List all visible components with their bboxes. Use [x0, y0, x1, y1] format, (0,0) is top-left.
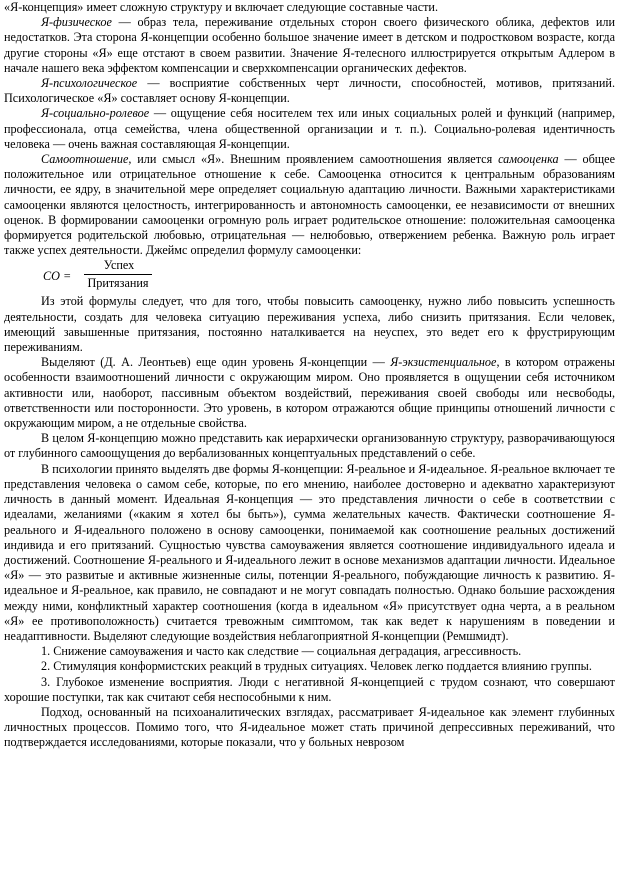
- paragraph-text: — общее положительное или отрицательное отношение к себе. Самооценка относится к центральным образованиям личности, ее ядру, в значительной мере определяет социальную адаптацию личности. Важными характеристиками самооценки являются целостность, интегрированность и автономность самооценки, ее независимости от внешних оценок. В формировании самооценки огромную роль играет родительское отношение: положительная самооценка формируется родительской любовью, отрицательная — нелюбовью, отвержением ребенка. Важную роль играет также успех деятельности. Джеймс определил формулу самооценки:: [4, 152, 615, 258]
- formula-fraction-bar: [84, 274, 152, 275]
- paragraph: [4, 675, 615, 705]
- paragraph: [4, 15, 615, 76]
- formula-lhs: СО =: [43, 269, 72, 284]
- paragraph-text: В целом Я-концепцию можно представить как иерархически организованную структуру, разворачивающуюся от глубинного самоощущения до вербализованных концептуальных представлений о себе.: [4, 431, 615, 461]
- paragraph-text: , или смысл «Я». Внешним проявлением самоотношения является: [128, 152, 499, 167]
- paragraph: [4, 644, 615, 659]
- paragraph: [4, 355, 615, 431]
- paragraph-text: Подход, основанный на психоаналитических взглядах, рассматривает Я-идеальное как элемент глубинных личностных процессов. Помимо того, что Я-идеальное может стать причиной депрессивных переживаний, что подтверждается исследованиями, которые показали, что у больных неврозом: [4, 704, 615, 750]
- paragraph-text: , в котором отражены особенности взаимоотношений личности с окружающим миром. Оно проявляется в ощущении себя источником активности или, наоборот, пассивным объектом воздействий, переживания своей свободы или несвободы, ответственности или посторонности. Это уровень, в котором отражаются общие принципы отношений личности с окружающим миром, а не отдельные свойства.: [4, 355, 615, 431]
- formula-denominator: Притязания: [87, 276, 149, 291]
- paragraph-text: 2. Стимуляция конформистских реакций в трудных ситуациях. Человек легко поддается влиянию группы.: [41, 659, 592, 674]
- text-block-before-formula: [4, 0, 615, 258]
- paragraph-text: — ощущение себя носителем тех или иных социальных ролей и функций (например, профессионала, отца семейства, члена общественной организации и т. п.). Социально-ролевая идентичность человека — очень важная составляющая Я-концепции.: [4, 106, 615, 151]
- paragraph: [4, 659, 615, 674]
- paragraph-text: 1. Снижение самоуважения и часто как следствие — социальная деградация, агрессивность.: [41, 644, 522, 659]
- italic-term: самооценка: [498, 152, 559, 167]
- paragraph: [4, 76, 615, 106]
- formula-numerator: Успех: [103, 258, 135, 273]
- paragraph: [4, 294, 615, 355]
- italic-term: Я-социально-ролевое: [41, 106, 150, 121]
- paragraph: [4, 705, 615, 751]
- italic-term: Самоотношение: [41, 152, 129, 167]
- paragraph-text: В психологии принято выделять две формы Я-концепции: Я-реальное и Я-идеальное. Я-реальное включает те представления человека о самом себе, которые, по его мнению, наиболее достоверно и адекватно характеризуют личность в данный момент. Идеальная Я-концепция — это представления личности о себе в соответствии с идеалами, желаниями («каким я хотел бы быть»), сумма желательных качеств. Фактически соотношение Я-реального и Я-идеального положено в основу самооценки, понимаемой как соотношение реальных достижений индивида и его притязаний. Сущностью чувства самоуважения является соотношение индивидуального идеала и достижений. Соотношение Я-реального и Я-идеального лежит в основе механизмов адаптации личности. Идеальное «Я» — это развитые и активные жизненные силы, потенции Я-реального, побуждающие личность к развитию. Я-идеальное и Я-реальное, как правило, не совпадают и не могут совпадать полностью. Однако большие расхождения между ними, конфликтный характер соотношения (когда в идеальном «Я» присутствует одна черта, а в реальном «Я» ее противоположность) считается тревожным симптомом, так как ведет к нарушениям в поведении и неадаптивности. Выделяют следующие воздействия неблагоприятной Я-концепции (Ремшмидт).: [4, 461, 615, 643]
- paragraph-text: Из этой формулы следует, что для того, чтобы повысить самооценку, нужно либо повысить успешность деятельности, создать для человека ситуацию переживания успеха, либо снизить притязания. Если человек, имеющий завышенные притязания, постоянно наталкивается на неуспех, это ведет его к фрустрирующим переживаниям.: [4, 294, 615, 355]
- italic-term: Я-экзистенциальное: [390, 355, 497, 370]
- italic-term: Я-физическое: [41, 15, 112, 30]
- paragraph-text: Выделяют (Д. А. Леонтьев) еще один уровень Я-концепции —: [41, 355, 391, 370]
- paragraph-text: — образ тела, переживание отдельных сторон своего физического облика, дефектов или недостатков. Эта сторона Я-концепции особенно большое значение имеет в детском и подростковом возрасте, когда другие стороны «Я» еще отстают в своем развитии. Значение Я-телесного иллюстрируется открытым Адлером в начале нашего века эффектом компенсации и сверхкомпенсации органических дефектов.: [4, 15, 615, 75]
- italic-term: Я-психологическое: [41, 76, 138, 91]
- text-block-after-formula: [4, 294, 615, 750]
- paragraph: [4, 106, 615, 152]
- paragraph: [4, 152, 615, 258]
- paragraph-text: 3. Глубокое изменение восприятия. Люди с негативной Я-концепцией с трудом сознают, что совершают хорошие поступки, так как считают себя неспособными к ним.: [4, 674, 615, 704]
- paragraph: [4, 0, 615, 15]
- paragraph-text: «Я-концепция» имеет сложную структуру и включает следующие составные части.: [4, 0, 438, 14]
- paragraph-text: — восприятие собственных черт личности, способностей, мотивов, притязаний. Психологическое «Я» составляет основу Я-концепции.: [4, 76, 615, 106]
- paragraph: [4, 431, 615, 461]
- self-esteem-formula: [4, 258, 615, 294]
- paragraph: [4, 462, 615, 644]
